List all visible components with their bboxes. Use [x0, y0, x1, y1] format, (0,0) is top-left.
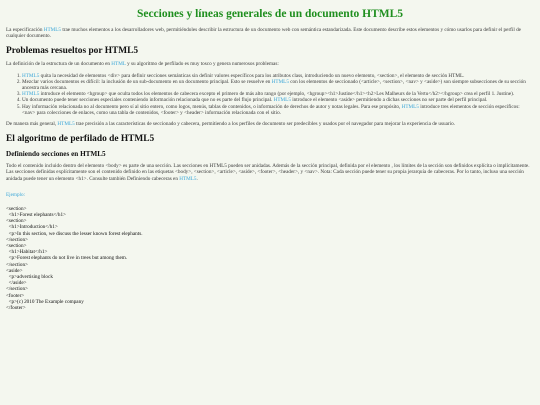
list-item-text: quita la necesidad de elementos <div> para definir secciones semánticas sin definir valores específicos para los atributos class, introduciendo un nuevo elemento, <section>, el elemento de sección HTML. [39, 72, 465, 79]
html5-link[interactable]: HTML5 [57, 121, 75, 128]
intro-text-a: La especificación [6, 27, 44, 33]
problems-list [6, 73, 534, 116]
list-item [22, 79, 534, 91]
code-example: <section> <h1>Forest elephants</h1> <section> <h1>Introduction</h1> <p>In this section, we discuss the lesser known forest elephants. </section> <section> <h1>Habitat</h1> <p>Forest elephants do not live in trees but among them. </section> <aside> <p>advertising block </aside> </section> <footer> <p>(c) 2010 The Example company </footer> [6, 205, 143, 312]
page-title: Secciones y líneas generales de un documento HTML5 [136, 8, 404, 20]
heading-problems: Problemas resueltos por HTML5 [6, 46, 139, 57]
list-item-pre: Mezclar varios documentos es difícil: la inclusión de un sub-documento en un documento principal. Esto se resuelve en [22, 78, 272, 85]
list-item-pre: Un documento puede tener secciones especiales conteniendo información relacionada que no es parte del flujo principal. [22, 97, 274, 104]
intro-paragraph [6, 27, 534, 39]
html5-link[interactable]: HTML5 [43, 27, 62, 33]
problems-text-a: La definición de la estructura de un documento en [6, 61, 112, 68]
html5-link[interactable]: HTML5 [22, 91, 40, 98]
problems-text-b: y su algoritmo de perfilado es muy tosco y genera numerosos problemas: [125, 61, 279, 68]
summary-text-b: trae precisión a las características de seccionado y cabecera, permitiendo a los perfiles de documento ser predecibles y usados por el navegador para mejorar la experiencia de usuario. [74, 121, 455, 128]
defining-paragraph [6, 163, 534, 182]
heading-defining: Definiendo secciones en HTML5 [6, 150, 106, 159]
defining-text-b: . [196, 175, 198, 182]
list-item-text: introduce el elemento <aside> permitiendo a dichas secciones no ser parte del perfil principal. [290, 97, 488, 104]
summary-text-a: De manera más general, [6, 121, 58, 128]
list-item-pre: Hay información relacionada no al documento pero sí al sitio entero, como logos, menús, tablas de contenidos, o información de derechos de autor y notas legales. Para ese propósito, [22, 103, 402, 110]
list-item-text: con los elementos de seccionado (<article>, <section>, <nav> y <aside>) son siempre subsecciones de su sección ancestra más cercana. [22, 78, 526, 92]
summary-paragraph [6, 121, 534, 127]
heading-algorithm: El algoritmo de perfilado de HTML5 [6, 134, 155, 145]
html5-link[interactable]: HTML5 [401, 103, 419, 110]
list-item-text: introduce el elemento <hgroup> que oculta todos los elementos de cabecera excepto el primero de más alto rango (por ejemplo, <hgroup><h1>Justine</h1><h2>Les Malheurs de la Vertu</h2></hgroup> crea el perfil 1. Justine). [39, 91, 515, 98]
list-item [22, 104, 534, 116]
example-label: Ejemplo: [6, 191, 26, 198]
list-item-text: introduce tres elementos de sección específicos: <nav> para colecciones de enlaces, como una tabla de contenidos, <footer> y <header> información relacionada con el sitio. [22, 103, 520, 116]
problems-paragraph [6, 61, 534, 67]
html5-link[interactable]: HTML5 [273, 97, 291, 104]
html5-link[interactable]: HTML5 [22, 72, 40, 79]
defining-text-a: Todo el contenido incluido dentro del elemento <body> es parte de una sección. Las secciones en HTML5 pueden ser anidadas. Además de la sección principal, definida por el elemento , los límites de la sección son definidos explícita o implícitamente. Las secciones definidas explícitamente son el contenido definido en las etiquetas <body>, <section>, <article>, <aside>, <footer>, <header>, y <nav>. Nota: Cada sección puede tener su propia jerarquía de cabeceras. Por lo tanto, incluso una sección anidada puede tener un elemento <h1>. Consulte también Definiendo cabeceras en [6, 163, 530, 182]
html-link[interactable]: HTML [111, 61, 126, 68]
intro-text-b: trae muchos elementos a los desarrolladores web, permitiéndoles describir la estructura de un documento web con semántica estandarizada. Este documento describe estos elementos y cómo usarlos para definir el perfil de cualquier documento. [6, 27, 521, 40]
html5-link[interactable]: HTML5 [271, 78, 289, 85]
html5-link[interactable]: HTML5 [179, 175, 197, 182]
